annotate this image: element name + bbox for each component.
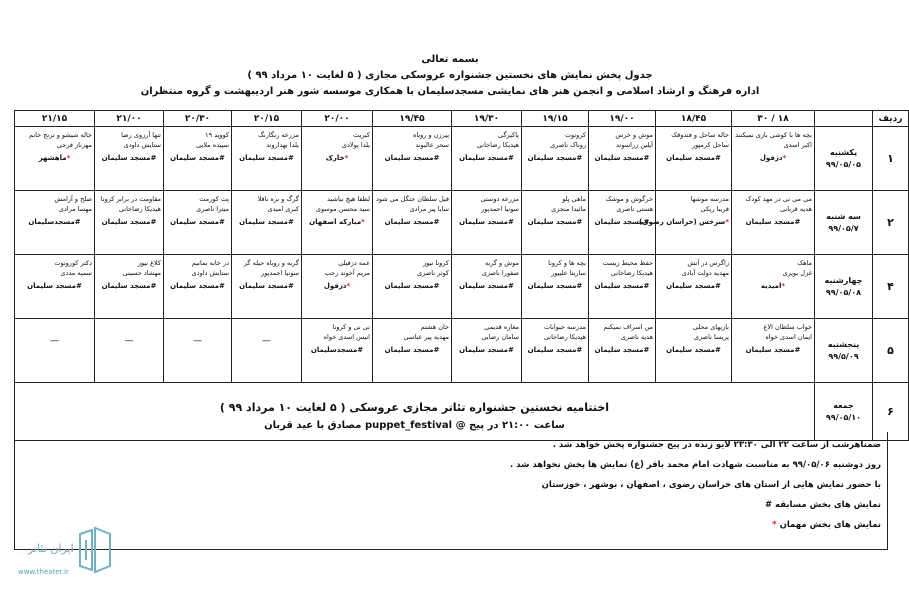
- show-cell: [164, 255, 232, 319]
- show-title: خرگوش و موشک: [605, 195, 653, 203]
- show-title: بچه ها و کرونا: [548, 259, 586, 267]
- day-name: پنجشنبه: [827, 339, 860, 349]
- show-venue: *دزفول: [759, 154, 787, 162]
- guest-star-marker: *: [725, 218, 729, 226]
- show-venue: #مسجد سلیمان: [239, 282, 294, 290]
- empty-slot: —: [50, 336, 59, 346]
- show-title: ماهی پلو: [562, 195, 586, 203]
- column-header: ردیف: [873, 111, 909, 127]
- show-title: کووید ۱۹: [205, 131, 229, 139]
- column-header: ۱۸/۴۵: [656, 111, 732, 127]
- show-title: من اسراف نمیکنم: [603, 323, 653, 331]
- day-cell: [815, 255, 873, 319]
- show-venue: #مسجد سلیمان: [101, 218, 157, 226]
- show-venue: #مسجد سلیمان: [745, 346, 801, 354]
- note-line-guest: نمایش های بخش مهمان *: [772, 520, 881, 530]
- day-cell: [815, 191, 873, 255]
- guest-star-marker: *: [781, 282, 786, 290]
- show-author: پریسا ناصری: [693, 333, 729, 341]
- show-cell: [732, 127, 815, 191]
- day-name: جمعه: [833, 400, 854, 410]
- note-line: نمایش های بخش مسابقه #: [764, 500, 881, 510]
- show-author: سحر عالیوند: [415, 141, 449, 149]
- column-header: ۲۱/۱۵: [15, 111, 95, 127]
- logo-caption: www.theater.ir: [18, 568, 69, 576]
- show-author: هیدیکا رضاخانی: [476, 141, 519, 149]
- show-title: لطفا هیچ نباشید: [327, 195, 370, 203]
- show-title: کبریت: [353, 131, 370, 139]
- show-author: مهسا مرادی: [58, 205, 92, 213]
- show-title: مزرعه دوستی: [480, 195, 519, 203]
- show-author: صفورا ناصری: [481, 269, 519, 277]
- show-author: میترا ناصری: [196, 205, 229, 213]
- show-venue: #مسجد سلیمان: [459, 154, 514, 162]
- header-title: جدول پخش نمایش های نخستین جشنواره عروسکی مجازی ( ۵ لغایت ۱۰ مرداد ۹۹ ): [247, 70, 653, 81]
- show-cell: [232, 319, 302, 383]
- show-cell: [164, 319, 232, 383]
- show-author: ستایش داودی: [191, 269, 229, 277]
- show-cell: [15, 191, 95, 255]
- show-cell: [302, 127, 373, 191]
- show-venue: #مسجد سلیمان: [170, 154, 225, 162]
- show-venue: #مسجد سلیمان: [527, 218, 583, 226]
- guest-star-marker: *: [346, 282, 351, 290]
- show-cell: [656, 319, 732, 383]
- column-header: ۱۹/۱۵: [522, 111, 589, 127]
- show-title: در خانه بمانیم: [191, 259, 229, 267]
- show-cell: [452, 255, 522, 319]
- show-author: سید محسن موسوی: [315, 205, 370, 213]
- day-name: چهارشنبه: [824, 275, 863, 285]
- column-header: [815, 111, 873, 127]
- show-title: مزرعه رنگارنگ: [258, 131, 299, 139]
- show-title: خواب سلطان الاغ: [763, 323, 812, 331]
- show-venue: #مسجد سلیمان: [594, 282, 650, 290]
- row-number: ۶: [873, 383, 909, 441]
- show-cell: [302, 255, 373, 319]
- show-cell: [15, 255, 95, 319]
- empty-slot: —: [193, 336, 202, 346]
- show-venue: #مسجد سلیمان: [666, 346, 721, 354]
- show-title: ماهک: [797, 259, 812, 267]
- day-name: سه شنبه: [826, 211, 861, 221]
- guest-star-marker: *: [344, 154, 349, 162]
- show-title: دکتر کورونوت: [54, 259, 92, 267]
- schedule-row: [15, 319, 909, 383]
- guest-star-marker: *: [66, 154, 71, 162]
- empty-slot: —: [262, 336, 271, 346]
- show-venue: #مسجد سلیمان: [666, 282, 721, 290]
- show-venue: #مسجد سلیمان: [239, 218, 294, 226]
- show-cell: [373, 255, 452, 319]
- show-title: صلح و آرامش: [54, 195, 92, 203]
- day-date: ۹۹/۰۵/۰۵: [825, 159, 862, 169]
- show-cell: [232, 255, 302, 319]
- row-number: ۲: [873, 191, 909, 255]
- show-author: مهرناز فرجی: [56, 141, 92, 149]
- show-cell: [452, 191, 522, 255]
- column-header: ۲۰/۱۵: [232, 111, 302, 127]
- guest-star-marker: *: [772, 520, 777, 530]
- show-cell: [302, 191, 373, 255]
- show-title: بچه ها با کوشی بازی نمیکنند: [735, 131, 812, 139]
- show-title: مدرسه موشها: [690, 195, 729, 203]
- day-cell: [815, 127, 873, 191]
- show-cell: [95, 255, 164, 319]
- note-line: روز دوشنبه ۹۹/۰۵/۰۶ به مناسبت شهادت امام محمد باقر (ع) نمایش ها پخش نخواهد شد .: [509, 460, 881, 470]
- column-header: ۱۸ / ۳۰: [732, 111, 815, 127]
- show-author: غزل بویری: [782, 269, 812, 277]
- show-title: گربه و روباه حیله گر: [243, 259, 299, 267]
- show-cell: [589, 191, 656, 255]
- row-number: ۵: [873, 319, 909, 383]
- day-date: ۹۹/۰۵/۷: [828, 223, 859, 233]
- show-title: فیل سلطان جنگل می شود: [375, 195, 449, 203]
- schedule-row: [15, 191, 909, 255]
- show-cell: [656, 255, 732, 319]
- header-basmala: بسمه تعالی: [421, 54, 479, 65]
- show-author: سمیه مددی: [60, 269, 92, 277]
- show-cell: [232, 191, 302, 255]
- show-venue: #مسجدسلیمان: [310, 346, 364, 354]
- show-cell: [522, 319, 589, 383]
- show-cell: [589, 127, 656, 191]
- show-venue: #مسجد سلیمان: [459, 346, 514, 354]
- empty-slot: —: [124, 336, 134, 346]
- day-date: ۹۹/۰۵/۰۸: [825, 287, 862, 297]
- note-line: ضمناهرشب از ساعت ۲۲ الی ۲۳:۳۰ لایو زنده در پیج جشنواره پخش خواهد شد .: [552, 440, 881, 450]
- show-title: خان هشتم: [420, 323, 449, 331]
- show-venue: #مسجد سلیمان: [666, 154, 721, 162]
- guest-star-marker: *: [782, 154, 787, 162]
- show-title: عمه دزفیلی: [338, 259, 370, 267]
- show-cell: [589, 319, 656, 383]
- show-cell: [95, 191, 164, 255]
- show-venue: #مسجد سلیمان: [527, 282, 583, 290]
- show-title: تنها آرزوی رضا: [121, 131, 161, 139]
- show-title: خاله شیشو و ترنج خانم: [29, 131, 92, 139]
- closing-title: اختتامیه نخستین جشنواره تئاتر مجازی عروسکی ( ۵ لغایت ۱۰ مرداد ۹۹ ): [219, 400, 610, 414]
- show-cell: [302, 319, 373, 383]
- show-cell: [522, 127, 589, 191]
- show-author: ستایش داودی: [123, 141, 161, 149]
- show-venue: #مسجد سلیمان: [459, 218, 514, 226]
- show-author: یلدا بهداروند: [266, 141, 299, 149]
- show-title: کلاغ نیوز: [137, 259, 161, 267]
- show-cell: [732, 255, 815, 319]
- show-cell: [95, 319, 164, 383]
- row-number: ۱: [873, 127, 909, 191]
- show-cell: [232, 127, 302, 191]
- show-venue: #مسجدسلیمان: [28, 218, 81, 226]
- show-author: هدیه قربانی: [780, 205, 812, 213]
- day-date: ۹۹/۵/۰۹: [828, 351, 859, 361]
- show-cell: [452, 319, 522, 383]
- show-venue: #مسجد سلیمان: [527, 154, 583, 162]
- schedule-row: [15, 127, 909, 191]
- show-venue: #مسجد سلیمان: [594, 346, 650, 354]
- show-venue: *ماهشهر: [38, 154, 71, 162]
- show-venue: #مسجد سلیمان: [527, 346, 583, 354]
- closing-time: ساعت ۲۱:۰۰ در پیج @ puppet_festival مصادق با عید قربان: [264, 419, 565, 431]
- show-author: روناک ناصری: [550, 141, 586, 149]
- show-author: هیدیکا رضاخانی: [543, 333, 586, 341]
- show-title: خاله ساحل و فندوقک: [671, 131, 729, 139]
- show-cell: [373, 191, 452, 255]
- show-author: سایا پیر مرادی: [409, 205, 449, 213]
- show-author: اکبر اسدی: [783, 141, 812, 149]
- show-author: مریم آخوند رجب: [324, 269, 370, 277]
- show-title: موش و گربه: [484, 259, 519, 267]
- column-header: ۱۹/۳۰: [452, 111, 522, 127]
- column-header: ۲۰/۰۰: [302, 111, 373, 127]
- show-venue: #مسجد سلیمان: [170, 282, 225, 290]
- show-cell: [95, 127, 164, 191]
- show-cell: [15, 127, 95, 191]
- show-venue: #مسجد سلیمان: [594, 218, 650, 226]
- header-organizers: اداره فرهنگ و ارشاد اسلامی و انجمن هنر های نمایشی مسجدسلیمان با همکاری موسسه شور هنر اردیبهشت و گروه منتظران: [140, 86, 760, 97]
- notes-section: [14, 432, 888, 550]
- show-author: هستی ناصری: [616, 205, 653, 213]
- show-author: یلدا پولادی: [341, 141, 370, 149]
- show-title: مقاومت در برابر کرونا: [100, 195, 161, 203]
- show-author: سارینا علیپور: [551, 269, 586, 277]
- show-venue: #مسجد سلیمان: [384, 218, 440, 226]
- show-title: مدرسه حیوانات: [543, 323, 586, 331]
- show-title: پت کورمت: [199, 195, 229, 203]
- schedule-table: [14, 110, 909, 441]
- show-title: گرگ و بره ناقلا: [257, 195, 299, 203]
- show-title: پیرزن و روباه: [412, 131, 449, 139]
- column-header: ۲۱/۰۰: [95, 111, 164, 127]
- show-author: هیدیکا رضاخانی: [118, 205, 161, 213]
- show-author: سونیا احمدپور: [481, 205, 519, 213]
- show-cell: [164, 191, 232, 255]
- note-line: با حضور نمایش هایی از استان های خراسان رضوی ، اصفهان ، بوشهر ، خوزستان: [541, 480, 881, 490]
- show-author: هدیه ناصری: [620, 333, 653, 341]
- guest-star-marker: *: [361, 218, 365, 226]
- show-author: سونیا احمدپور: [261, 269, 299, 277]
- day-date: ۹۹/۰۵/۱۰: [825, 412, 862, 422]
- show-cell: [15, 319, 95, 383]
- show-cell: [373, 319, 452, 383]
- show-title: زاگرس در آتش: [687, 259, 729, 267]
- show-cell: [656, 127, 732, 191]
- show-venue: *مبارکه اصفهان: [309, 218, 365, 226]
- column-header: ۲۰/۳۰: [164, 111, 232, 127]
- show-author: کبری امیدی: [267, 205, 299, 213]
- show-cell: [732, 319, 815, 383]
- show-author: مهشاد حسینی: [122, 269, 161, 277]
- show-venue: #مسجد سلیمان: [459, 282, 514, 290]
- show-author: مهدیه دولت آبادی: [681, 269, 729, 277]
- show-title: حفظ محیط زیست: [602, 259, 653, 267]
- show-title: می می نی در مهد کودک: [745, 195, 812, 203]
- show-venue: #مسجد سلیمان: [384, 282, 440, 290]
- show-author: سپیده ملایی: [196, 141, 229, 149]
- show-venue: *سرخس (خراسان رضوی): [638, 218, 729, 226]
- show-cell: [732, 191, 815, 255]
- show-author: مائیدا منجزی: [551, 205, 586, 213]
- table-header-row: [15, 111, 909, 127]
- show-title: بازیهای محلی: [692, 323, 729, 331]
- show-author: مهدیه پیر عباسی: [403, 333, 449, 341]
- show-title: کرونا نیوز: [423, 259, 449, 267]
- schedule-row: [15, 255, 909, 319]
- show-venue: *امیدیه: [760, 282, 786, 290]
- show-venue: #مسجد سلیمان: [384, 346, 440, 354]
- show-title: نی نی و کرونا: [332, 323, 370, 331]
- show-venue: #مسجد سلیمان: [594, 154, 650, 162]
- show-venue: *خارک: [325, 154, 349, 162]
- show-cell: [522, 255, 589, 319]
- show-cell: [589, 255, 656, 319]
- show-venue: #مسجد سلیمان: [745, 218, 801, 226]
- show-title: مغازه قدیمی: [484, 323, 519, 331]
- show-author: ایمان اسدی خواه: [765, 333, 812, 341]
- show-cell: [638, 191, 732, 255]
- show-author: آیلین زراسوند: [616, 141, 653, 149]
- show-author: انیس اسدی خواه: [323, 333, 370, 341]
- show-cell: [164, 127, 232, 191]
- svg-text:ایران تئاتر: ایران تئاتر: [28, 542, 74, 555]
- show-title: کرونوت: [564, 131, 586, 139]
- show-venue: #مسجد سلیمان: [27, 282, 82, 290]
- show-venue: #مسجد سلیمان: [170, 218, 225, 226]
- show-title: موش و خرس: [615, 131, 653, 139]
- show-cell: [373, 127, 452, 191]
- day-name: یکشنبه: [829, 147, 858, 157]
- show-venue: #مسجد سلیمان: [239, 154, 294, 162]
- show-venue: #مسجد سلیمان: [384, 154, 440, 162]
- show-venue: #مسجد سلیمان: [101, 154, 157, 162]
- show-author: هیدیکا رضاخانی: [610, 269, 653, 277]
- show-venue: #مسجد سلیمان: [101, 282, 157, 290]
- column-header: ۱۹/۴۵: [373, 111, 452, 127]
- show-author: کوثر ناصری: [417, 269, 449, 277]
- row-number: ۴: [873, 255, 909, 319]
- show-author: فریبا ریکی: [700, 205, 729, 213]
- show-author: سامان رضایی: [481, 333, 519, 341]
- show-cell: [522, 191, 589, 255]
- show-cell: [452, 127, 522, 191]
- show-venue: *دزفول: [323, 282, 351, 290]
- day-cell: [815, 319, 873, 383]
- show-title: پاکیزگی: [498, 131, 519, 139]
- show-author: ساحل کرمپور: [691, 141, 729, 149]
- column-header: ۱۹/۰۰: [589, 111, 656, 127]
